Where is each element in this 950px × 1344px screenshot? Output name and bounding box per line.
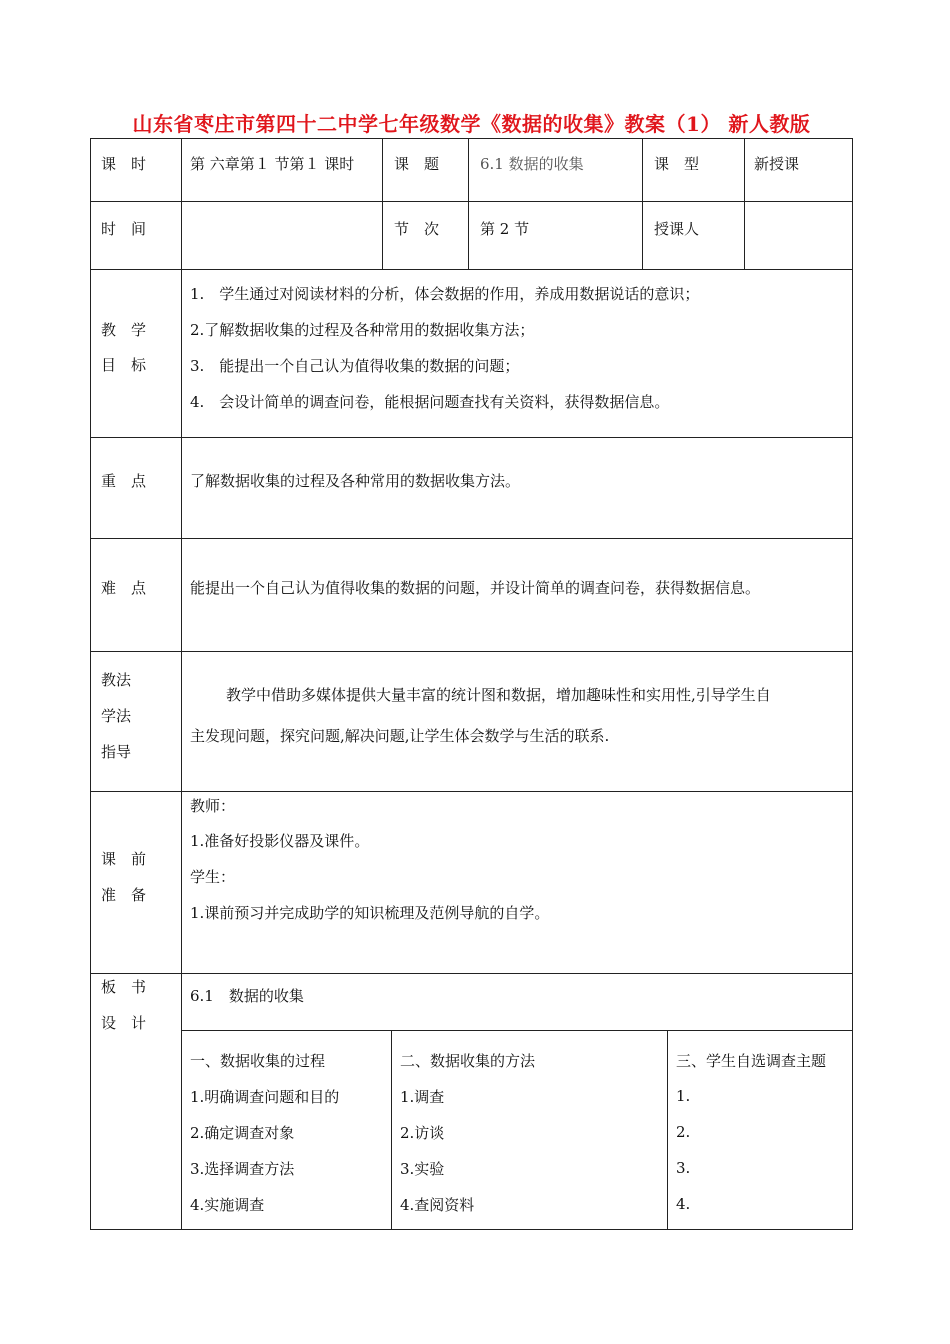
row-divider	[181, 1030, 853, 1031]
col-divider	[391, 1030, 392, 1230]
board-col2-item-3: 3.实验	[400, 1160, 445, 1178]
objective-item-3: 3. 能提出一个自己认为值得收集的数据的问题；	[190, 357, 520, 375]
board-col1-item-1: 1.明确调查问题和目的	[190, 1088, 340, 1106]
label-session: 节 次	[394, 220, 440, 238]
class-time-value: 第 六章第１ 节第１ 课时	[190, 155, 355, 173]
method-text-line-2: 主发现问题，探究问题,解决问题,让学生体会数学与生活的联系.	[190, 727, 610, 745]
label-class-time: 课 时	[101, 155, 147, 173]
label-teacher: 授课人	[654, 220, 700, 238]
session-value: 第 2 节	[480, 220, 530, 238]
board-col3-item-2: 2.	[676, 1123, 691, 1141]
label-time: 时 间	[101, 220, 147, 238]
board-col1-item-2: 2.确定调查对象	[190, 1124, 295, 1142]
label-method-2: 学法	[101, 707, 132, 725]
label-key-point: 重 点	[101, 472, 147, 490]
board-col2-title: 二、数据收集的方法	[400, 1052, 536, 1070]
row-divider	[90, 201, 853, 202]
label-difficulty: 难 点	[101, 579, 147, 597]
lesson-type-value: 新授课	[754, 155, 800, 173]
label-topic: 课 题	[394, 155, 440, 173]
board-col1-item-3: 3.选择调查方法	[190, 1160, 295, 1178]
board-col2-item-2: 2.访谈	[400, 1124, 445, 1142]
row-divider	[90, 791, 853, 792]
row-divider	[90, 437, 853, 438]
label-preparation-2: 准 备	[101, 886, 147, 904]
label-preparation-1: 课 前	[101, 850, 147, 868]
topic-value: 6.1 数据的收集	[480, 155, 584, 173]
objective-item-1: 1. 学生通过对阅读材料的分析，体会数据的作用，养成用数据说话的意识；	[190, 285, 700, 303]
board-col2-item-1: 1.调查	[400, 1088, 445, 1106]
label-board-2: 设 计	[101, 1014, 147, 1032]
col-divider	[382, 138, 383, 269]
board-col1-item-4: 4.实施调查	[190, 1196, 265, 1214]
label-objectives-1: 教 学	[101, 321, 147, 339]
prep-student-heading: 学生：	[190, 868, 236, 886]
objective-item-2: 2.了解数据收集的过程及各种常用的数据收集方法；	[190, 321, 535, 339]
board-heading: 6.1 数据的收集	[190, 987, 304, 1005]
board-col3-item-4: 4.	[676, 1195, 691, 1213]
board-col3-item-3: 3.	[676, 1159, 691, 1177]
board-col1-title: 一、数据收集的过程	[190, 1052, 326, 1070]
row-divider	[90, 651, 853, 652]
label-board-1: 板 书	[101, 978, 147, 996]
label-lesson-type: 课 型	[654, 155, 700, 173]
col-divider	[642, 138, 643, 269]
label-objectives-2: 目 标	[101, 356, 147, 374]
board-col2-item-4: 4.查阅资料	[400, 1196, 475, 1214]
difficulty-text: 能提出一个自己认为值得收集的数据的问题，并设计简单的调查问卷，获得数据信息。	[190, 579, 761, 597]
label-method-1: 教法	[101, 671, 132, 689]
method-text-line-1: 教学中借助多媒体提供大量丰富的统计图和数据，增加趣味性和实用性,引导学生自	[226, 686, 771, 704]
col-divider	[468, 138, 469, 269]
prep-student-item: 1.课前预习并完成助学的知识梳理及范例导航的自学。	[190, 904, 550, 922]
prep-teacher-heading: 教师：	[190, 797, 236, 815]
label-method-3: 指导	[101, 743, 132, 761]
board-col3-item-1: 1.	[676, 1087, 691, 1105]
prep-teacher-item: 1.准备好投影仪器及课件。	[190, 832, 370, 850]
col-divider	[181, 138, 182, 1230]
row-divider	[90, 973, 853, 974]
row-divider	[90, 269, 853, 270]
objective-item-4: 4. 会设计简单的调查问卷，能根据问题查找有关资料，获得数据信息。	[190, 393, 670, 411]
key-point-text: 了解数据收集的过程及各种常用的数据收集方法。	[190, 472, 521, 490]
board-col3-title: 三、学生自选调查主题	[676, 1052, 827, 1070]
row-divider	[90, 538, 853, 539]
col-divider	[667, 1030, 668, 1230]
col-divider	[744, 138, 745, 269]
document-title: 山东省枣庄市第四十二中学七年级数学《数据的收集》教案（1） 新人教版	[132, 112, 811, 136]
